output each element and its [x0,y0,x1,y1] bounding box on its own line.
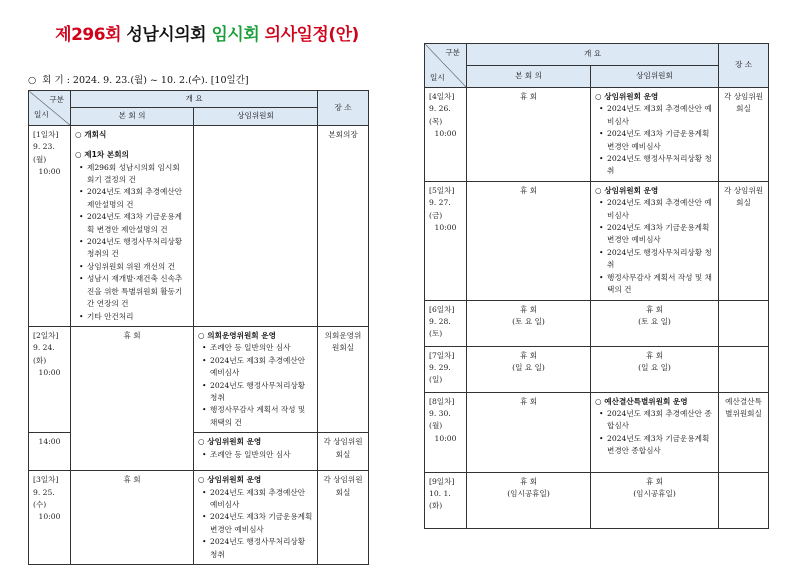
table-row: [9일차] 10. 1.(화) 휴 회 (임시공휴일) 휴 회 (임시공휴일) [425,472,769,528]
agenda-item: • 2024년도 행정사무처리상황 청취 [607,247,714,272]
header-corner: 구분 일시 [29,91,71,126]
agenda-item: • 2024년도 행정사무처리상황 청취 [607,153,714,178]
agenda-item: • 2024년도 행정사무처리상황 청취의 건 [87,236,189,261]
agenda-item: • 2024년도 제3차 기금운용계획 변경안 예비심사 [210,511,313,536]
agenda-item: • 조례안 등 일반의안 심사 [210,449,313,461]
header-place: 장 소 [719,44,769,88]
agenda-item: • 2024년도 제3회 추경예산안 종합심사 [607,408,714,433]
agenda-item: • 2024년도 제3회 추경예산안 예비심사 [210,487,313,512]
agenda-item: • 기타 안건처리 [87,311,189,323]
table-row: 14:00 ○ 상임위원회 운영 • 조례안 등 일반의안 심사 각 상임위원회실 [29,433,369,471]
page-title: 제296회 성남시의회 임시회 의사일정(안) [55,25,359,45]
agenda-item: • 2024년도 행정사무처리상황 청취 [210,380,313,405]
agenda-item: • 상임위원회 위원 개선의 건 [87,261,189,273]
agenda-item: • 2024년도 제3회 추경예산안 제안설명의 건 [87,186,189,211]
table-row: [8일차] 9. 30.(월) 10:00 휴 회 ○ 예산결산특별위원회 운영 • 2024년도 제3회 추경예산안 종합심사 • 2024년도 제3차 기금운용계획 변경안 종합심사 예산결산특별위원회실 [425,392,769,472]
agenda-item: • 2024년도 제3회 추경예산안 예비심사 [607,197,714,222]
agenda-item: • 조례안 등 일반의안 심사 [210,342,313,354]
header-place: 장 소 [318,91,369,126]
table-row: [5일차] 9. 27.(금) 10:00 휴 회 ○ 상임위원회 운영 • 2024년도 제3회 추경예산안 예비심사 • 2024년도 제3차 기금운용계획 변경안 예비심사 • 2024년도 행정사무처리상황 청취 • 행정사무감사 계획서 작성 및 채택의 건 각 상임위원회실 [425,181,769,300]
header-summary: 개 요 [71,91,318,108]
agenda-item: • 2024년도 제3회 추경예산안 예비심사 [210,355,313,380]
table-row: [1일차] 9. 23.(월) 10:00 ○ 개회식 ○ 제1차 본회의 • 제296회 성남시의회 임시회 회기 결정의 건 • 2024년도 제3회 추경예산안 제안설명의 건 • 2024년도 제3차 기금운용계획 변경안 제안설명의 건 • 2024년도 행정사무처리상황 청취의 건 • 상임위원회 위원 개선의 건 • 성남시 재개발·재건축 신속추진을 위한 특별위원회 활동기간 연장의 건 • 기타 안건처리 본회의장 [29,125,369,326]
agenda-item: • 2024년도 제3차 기금운용계획 변경안 제안설명의 건 [87,211,189,236]
schedule-table-left [28,90,369,565]
header-plenary: 본 회 의 [467,66,591,88]
agenda-item: • 2024년도 제3차 기금운용계획 변경안 예비심사 [607,222,714,247]
table-row: [3일차] 9. 25.(수) 10:00 휴 회 ○ 상임위원회 운영 • 2024년도 제3회 추경예산안 예비심사 • 2024년도 제3차 기금운용계획 변경안 예비심사 • 2024년도 행정사무처리상황 청취 각 상임위원회실 [29,471,369,565]
header-committee: 상임위원회 [194,108,318,125]
agenda-item: • 2024년도 제3차 기금운용계획 변경안 예비심사 [607,128,714,153]
agenda-item: • 2024년도 제3차 기금운용계획 변경안 종합심사 [607,433,714,458]
agenda-item: • 성남시 재개발·재건축 신속추진을 위한 특별위원회 활동기간 연장의 건 [87,273,189,310]
header-plenary: 본 회 의 [71,108,194,125]
agenda-item: • 제296회 성남시의회 임시회 회기 결정의 건 [87,162,189,187]
session-period: ○ 회 기 : 2024. 9. 23.(월) ~ 10. 2.(수). [10일간] [28,75,249,86]
schedule-table-right [424,43,769,529]
header-summary: 개 요 [467,44,719,66]
table-row: [4일차] 9. 26.(목) 10:00 휴 회 ○ 상임위원회 운영 • 2024년도 제3회 추경예산안 예비심사 • 2024년도 제3차 기금운용계획 변경안 예비심사 • 2024년도 행정사무처리상황 청취 각 상임위원회실 [425,88,769,182]
agenda-item: • 행정사무감사 계획서 작성 및 채택의 건 [210,404,313,429]
table-row: [6일차] 9. 28.(토) 휴 회 (토 요 일) 휴 회 (토 요 일) [425,300,769,346]
header-corner: 구분 일시 [425,44,467,88]
header-committee: 상임위원회 [591,66,719,88]
agenda-item: • 행정사무감사 계획서 작성 및 채택의 건 [607,272,714,297]
agenda-list [75,162,189,323]
agenda-item: • 2024년도 제3회 추경예산안 예비심사 [607,103,714,128]
table-row: [7일차] 9. 29.(일) 휴 회 (일 요 일) 휴 회 (일 요 일) [425,346,769,392]
agenda-item: • 2024년도 행정사무처리상황 청취 [210,536,313,561]
table-row: [2일차] 9. 24.(화) 10:00 휴 회 ○ 의회운영위원회 운영 • 조례안 등 일반의안 심사 • 2024년도 제3회 추경예산안 예비심사 • 2024년도 행정사무처리상황 청취 • 행정사무감사 계획서 작성 및 채택의 건 의회운영위원회실 [29,326,369,432]
